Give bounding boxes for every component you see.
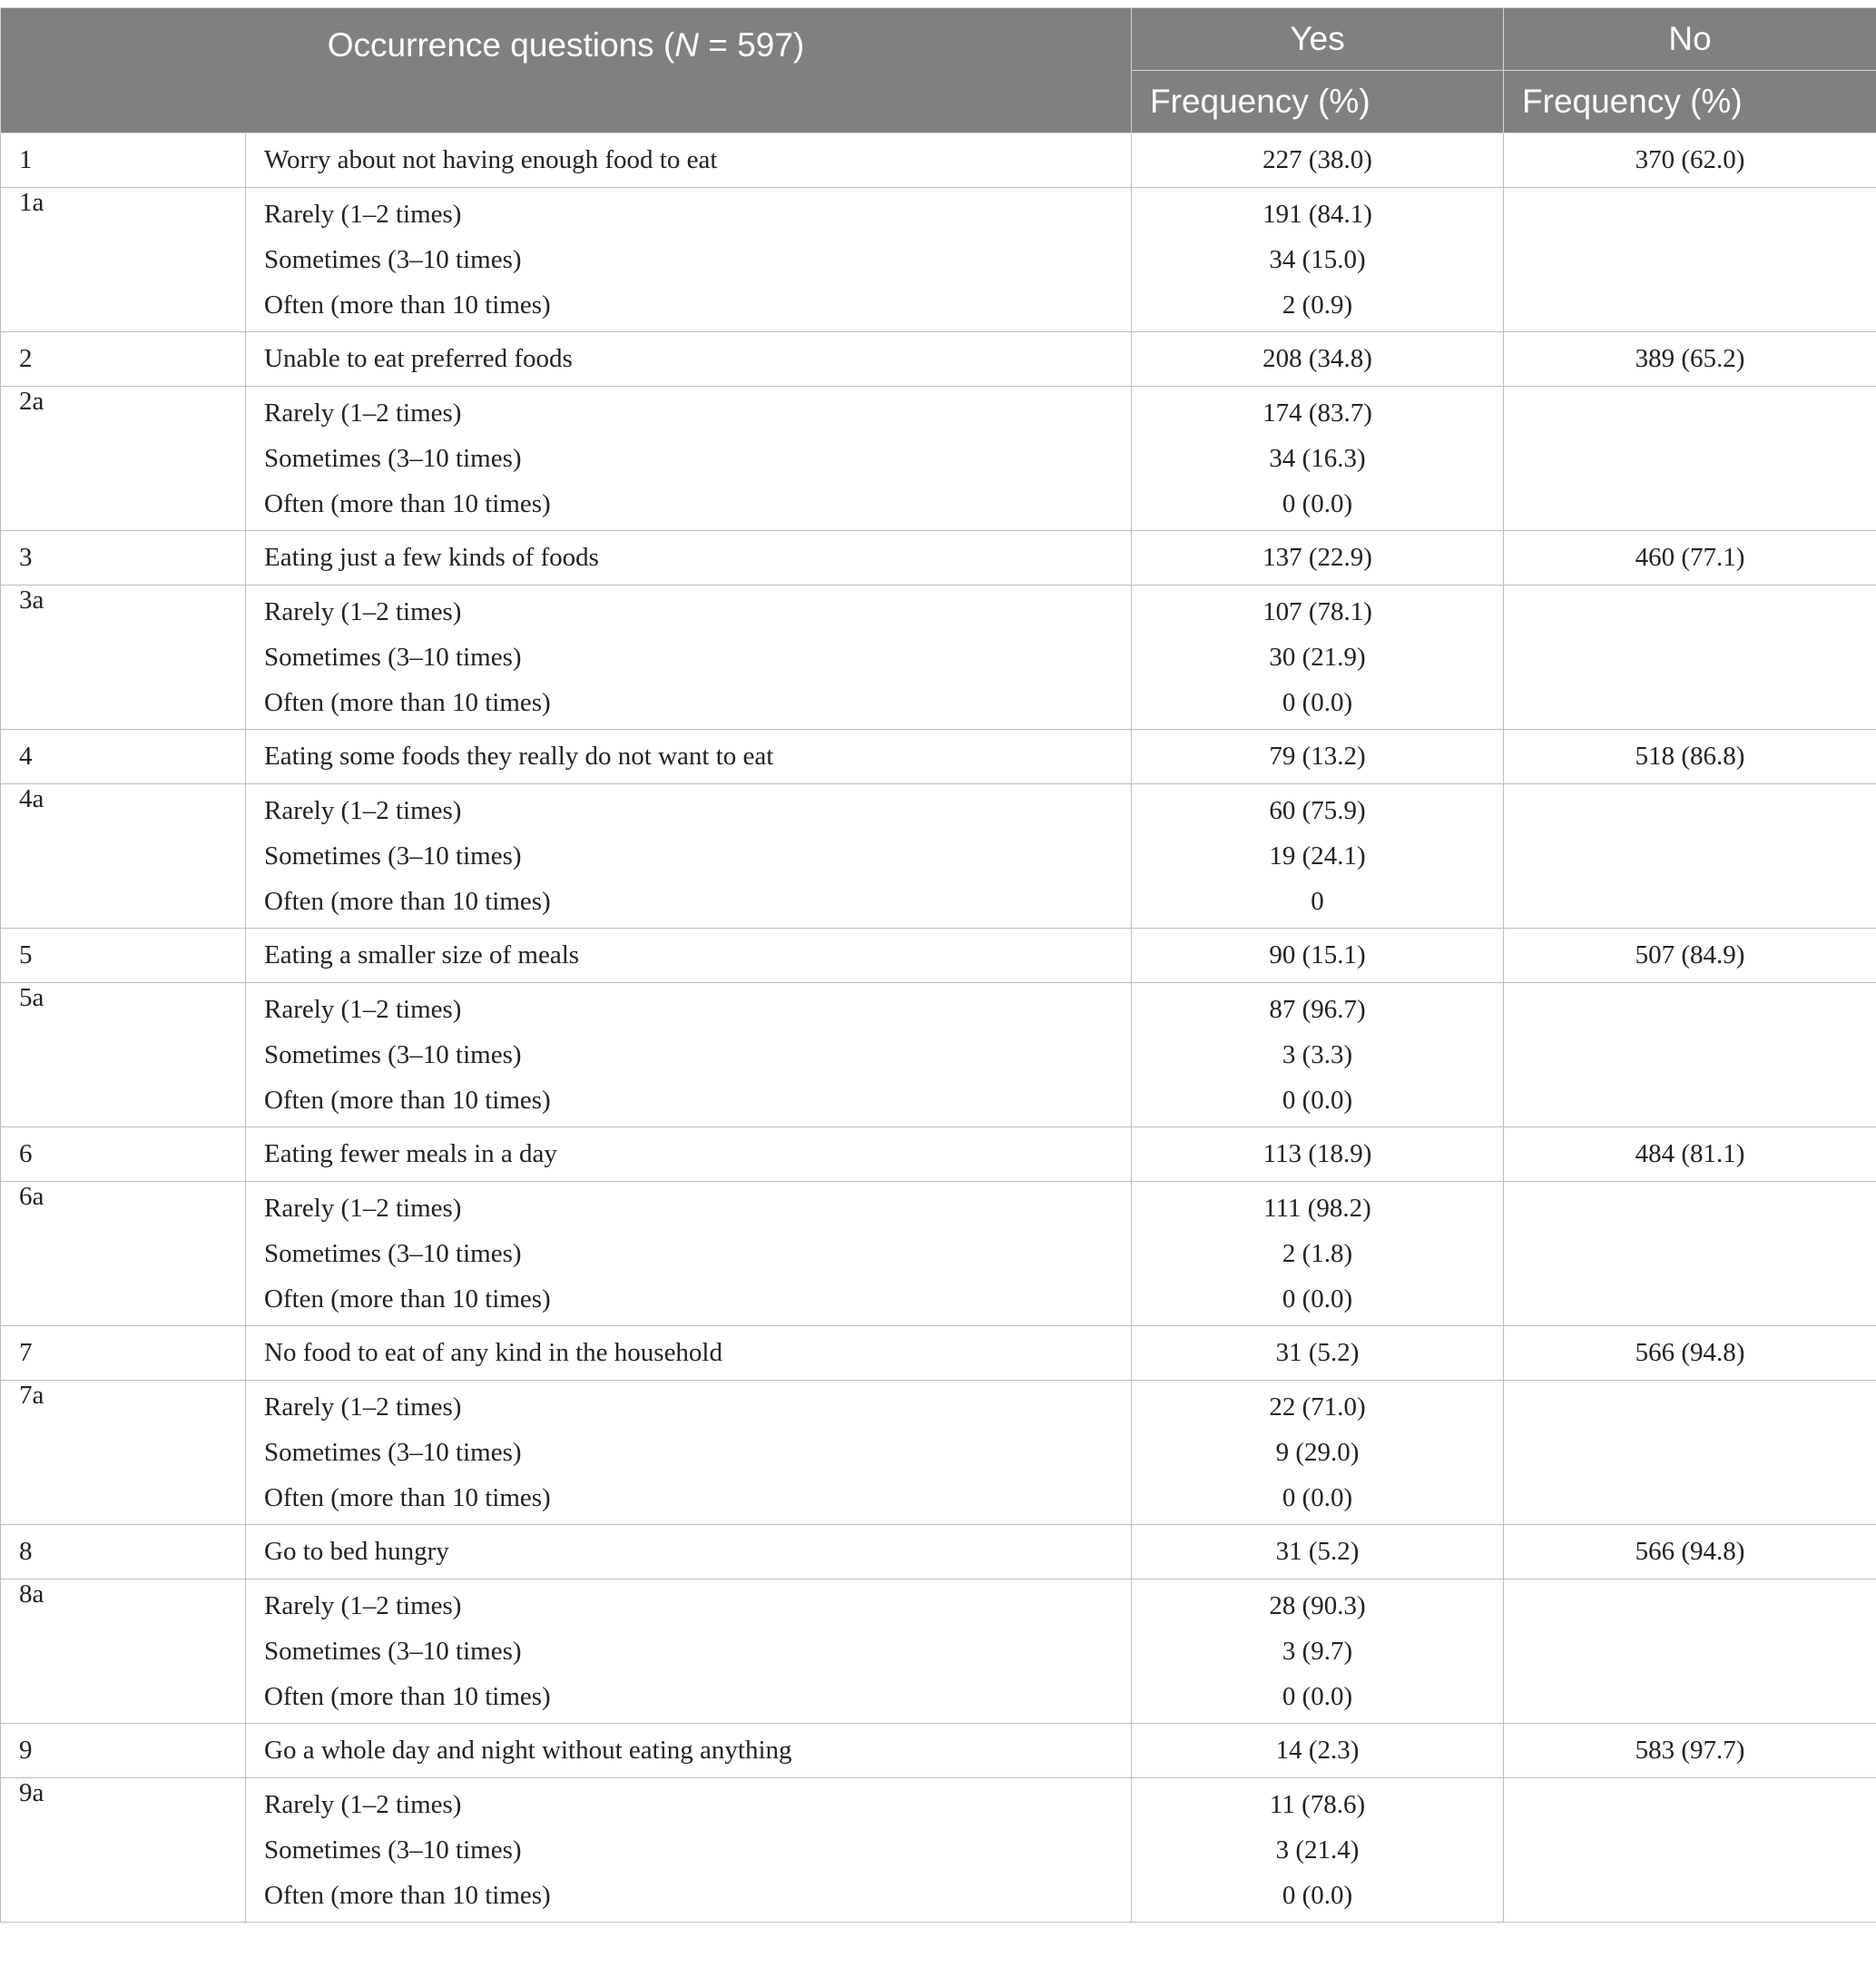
frequency-label: Rarely (1–2 times) bbox=[264, 399, 462, 428]
frequency-label: Often (more than 10 times) bbox=[264, 1284, 551, 1314]
no-column-header: No bbox=[1504, 8, 1876, 71]
frequency-values bbox=[1132, 784, 1504, 929]
subquestion-number: 3a bbox=[1, 585, 246, 730]
frequency-value: 19 (24.1) bbox=[1269, 841, 1366, 871]
table-row bbox=[1, 1326, 1876, 1381]
frequency-values bbox=[1132, 188, 1504, 332]
question-number: 9 bbox=[1, 1724, 246, 1778]
table-row bbox=[1, 1724, 1876, 1778]
title-suffix: = 597) bbox=[699, 26, 805, 64]
frequency-labels bbox=[246, 983, 1132, 1127]
yes-frequency: 14 (2.3) bbox=[1132, 1724, 1504, 1778]
subquestion-number: 9a bbox=[1, 1778, 246, 1923]
yes-column-header: Yes bbox=[1132, 8, 1504, 71]
no-frequency: 460 (77.1) bbox=[1504, 531, 1876, 585]
table-row bbox=[1, 929, 1876, 983]
frequency-label: Rarely (1–2 times) bbox=[264, 796, 462, 825]
frequency-values bbox=[1132, 585, 1504, 730]
question-text: No food to eat of any kind in the household bbox=[246, 1326, 1132, 1381]
table-row bbox=[1, 188, 1876, 332]
frequency-label: Sometimes (3–10 times) bbox=[264, 1835, 522, 1865]
frequency-value: 9 (29.0) bbox=[1275, 1438, 1360, 1467]
question-number: 8 bbox=[1, 1525, 246, 1579]
frequency-label: Sometimes (3–10 times) bbox=[264, 444, 522, 473]
frequency-labels bbox=[246, 1182, 1132, 1326]
occurrence-frequency-table bbox=[0, 7, 1876, 1923]
frequency-label: Sometimes (3–10 times) bbox=[264, 245, 522, 274]
frequency-labels bbox=[246, 1381, 1132, 1525]
frequency-label: Rarely (1–2 times) bbox=[264, 1392, 462, 1422]
frequency-label: Sometimes (3–10 times) bbox=[264, 1239, 522, 1268]
yes-frequency: 137 (22.9) bbox=[1132, 531, 1504, 585]
empty-no-cell bbox=[1504, 983, 1876, 1127]
table-row bbox=[1, 1525, 1876, 1579]
frequency-label: Sometimes (3–10 times) bbox=[264, 841, 522, 871]
frequency-label: Rarely (1–2 times) bbox=[264, 1790, 462, 1819]
frequency-label: Often (more than 10 times) bbox=[264, 1682, 551, 1711]
question-number: 3 bbox=[1, 531, 246, 585]
frequency-label: Often (more than 10 times) bbox=[264, 1483, 551, 1512]
no-frequency: 389 (65.2) bbox=[1504, 332, 1876, 387]
frequency-label: Often (more than 10 times) bbox=[264, 290, 551, 320]
frequency-labels bbox=[246, 784, 1132, 929]
frequency-label: Rarely (1–2 times) bbox=[264, 1591, 462, 1620]
no-frequency: 518 (86.8) bbox=[1504, 730, 1876, 784]
frequency-values bbox=[1132, 1778, 1504, 1923]
empty-no-cell bbox=[1504, 1381, 1876, 1525]
no-frequency: 566 (94.8) bbox=[1504, 1326, 1876, 1381]
table-row bbox=[1, 1182, 1876, 1326]
frequency-values bbox=[1132, 1579, 1504, 1724]
frequency-value: 0 (0.0) bbox=[1282, 1284, 1353, 1314]
frequency-label: Rarely (1–2 times) bbox=[264, 200, 462, 229]
subquestion-number: 6a bbox=[1, 1182, 246, 1326]
question-text: Eating some foods they really do not want to eat bbox=[246, 730, 1132, 784]
frequency-value: 111 (98.2) bbox=[1263, 1194, 1371, 1223]
no-frequency: 566 (94.8) bbox=[1504, 1525, 1876, 1579]
table-row bbox=[1, 1579, 1876, 1724]
no-frequency: 583 (97.7) bbox=[1504, 1724, 1876, 1778]
no-frequency-subheader: Frequency (%) bbox=[1504, 71, 1876, 133]
frequency-label: Often (more than 10 times) bbox=[264, 1086, 551, 1115]
frequency-labels bbox=[246, 1579, 1132, 1724]
frequency-labels bbox=[246, 1778, 1132, 1923]
table-title-header bbox=[1, 8, 1132, 133]
question-text: Worry about not having enough food to eat bbox=[246, 133, 1132, 188]
frequency-label: Often (more than 10 times) bbox=[264, 887, 551, 916]
frequency-label: Rarely (1–2 times) bbox=[264, 597, 462, 626]
question-text: Go to bed hungry bbox=[246, 1525, 1132, 1579]
frequency-value: 3 (9.7) bbox=[1282, 1637, 1353, 1666]
table-row bbox=[1, 332, 1876, 387]
table-row bbox=[1, 1127, 1876, 1182]
frequency-value: 3 (21.4) bbox=[1275, 1835, 1360, 1865]
yes-frequency-subheader: Frequency (%) bbox=[1132, 71, 1504, 133]
title-n: N bbox=[674, 26, 700, 64]
frequency-value: 0 (0.0) bbox=[1282, 1483, 1353, 1512]
no-frequency: 507 (84.9) bbox=[1504, 929, 1876, 983]
frequency-value: 34 (16.3) bbox=[1269, 444, 1366, 473]
frequency-values bbox=[1132, 1381, 1504, 1525]
frequency-label: Often (more than 10 times) bbox=[264, 1881, 551, 1910]
frequency-label: Often (more than 10 times) bbox=[264, 688, 551, 717]
table-row bbox=[1, 983, 1876, 1127]
table-body bbox=[1, 133, 1876, 1923]
frequency-labels bbox=[246, 387, 1132, 531]
yes-frequency: 208 (34.8) bbox=[1132, 332, 1504, 387]
frequency-value: 107 (78.1) bbox=[1262, 597, 1372, 626]
empty-no-cell bbox=[1504, 1579, 1876, 1724]
question-number: 1 bbox=[1, 133, 246, 188]
table-row bbox=[1, 531, 1876, 585]
table-row bbox=[1, 784, 1876, 929]
frequency-value: 2 (0.9) bbox=[1282, 290, 1353, 320]
empty-no-cell bbox=[1504, 1778, 1876, 1923]
table-row bbox=[1, 585, 1876, 730]
table-row bbox=[1, 1381, 1876, 1525]
frequency-label: Sometimes (3–10 times) bbox=[264, 643, 522, 672]
frequency-value: 28 (90.3) bbox=[1269, 1591, 1366, 1620]
empty-no-cell bbox=[1504, 387, 1876, 531]
empty-no-cell bbox=[1504, 188, 1876, 332]
question-number: 2 bbox=[1, 332, 246, 387]
subquestion-number: 7a bbox=[1, 1381, 246, 1525]
table-row bbox=[1, 133, 1876, 188]
frequency-label: Sometimes (3–10 times) bbox=[264, 1040, 522, 1069]
table-header bbox=[1, 8, 1876, 133]
frequency-labels bbox=[246, 585, 1132, 730]
empty-no-cell bbox=[1504, 784, 1876, 929]
frequency-value: 191 (84.1) bbox=[1262, 200, 1372, 229]
frequency-value: 174 (83.7) bbox=[1262, 399, 1372, 428]
table-row bbox=[1, 1778, 1876, 1923]
question-text: Eating just a few kinds of foods bbox=[246, 531, 1132, 585]
yes-frequency: 90 (15.1) bbox=[1132, 929, 1504, 983]
yes-frequency: 227 (38.0) bbox=[1132, 133, 1504, 188]
yes-frequency: 31 (5.2) bbox=[1132, 1326, 1504, 1381]
frequency-label: Often (more than 10 times) bbox=[264, 489, 551, 518]
subquestion-number: 8a bbox=[1, 1579, 246, 1724]
frequency-label: Rarely (1–2 times) bbox=[264, 1194, 462, 1223]
subquestion-number: 4a bbox=[1, 784, 246, 929]
subquestion-number: 1a bbox=[1, 188, 246, 332]
frequency-labels bbox=[246, 188, 1132, 332]
frequency-value: 0 (0.0) bbox=[1282, 1881, 1353, 1910]
frequency-value: 34 (15.0) bbox=[1269, 245, 1366, 274]
empty-no-cell bbox=[1504, 1182, 1876, 1326]
question-number: 6 bbox=[1, 1127, 246, 1182]
frequency-values bbox=[1132, 387, 1504, 531]
question-text: Eating fewer meals in a day bbox=[246, 1127, 1132, 1182]
question-number: 7 bbox=[1, 1326, 246, 1381]
no-frequency: 370 (62.0) bbox=[1504, 133, 1876, 188]
yes-frequency: 31 (5.2) bbox=[1132, 1525, 1504, 1579]
frequency-label: Sometimes (3–10 times) bbox=[264, 1637, 522, 1666]
subquestion-number: 2a bbox=[1, 387, 246, 531]
frequency-value: 3 (3.3) bbox=[1282, 1040, 1353, 1069]
frequency-label: Sometimes (3–10 times) bbox=[264, 1438, 522, 1467]
frequency-value: 60 (75.9) bbox=[1269, 796, 1366, 825]
empty-no-cell bbox=[1504, 585, 1876, 730]
frequency-value: 11 (78.6) bbox=[1269, 1790, 1366, 1819]
frequency-value: 0 (0.0) bbox=[1282, 489, 1353, 518]
yes-frequency: 79 (13.2) bbox=[1132, 730, 1504, 784]
frequency-label: Rarely (1–2 times) bbox=[264, 995, 462, 1024]
frequency-value: 87 (96.7) bbox=[1269, 995, 1366, 1024]
frequency-value: 0 (0.0) bbox=[1282, 688, 1353, 717]
frequency-value: 0 bbox=[1311, 887, 1324, 916]
frequency-value: 0 (0.0) bbox=[1282, 1086, 1353, 1115]
frequency-value: 0 (0.0) bbox=[1282, 1682, 1353, 1711]
frequency-value: 2 (1.8) bbox=[1282, 1239, 1353, 1268]
question-text: Unable to eat preferred foods bbox=[246, 332, 1132, 387]
table-row bbox=[1, 730, 1876, 784]
question-number: 5 bbox=[1, 929, 246, 983]
frequency-values bbox=[1132, 1182, 1504, 1326]
frequency-value: 30 (21.9) bbox=[1269, 643, 1366, 672]
question-number: 4 bbox=[1, 730, 246, 784]
yes-frequency: 113 (18.9) bbox=[1132, 1127, 1504, 1182]
question-text: Go a whole day and night without eating anything bbox=[246, 1724, 1132, 1778]
no-frequency: 484 (81.1) bbox=[1504, 1127, 1876, 1182]
subquestion-number: 5a bbox=[1, 983, 246, 1127]
frequency-value: 22 (71.0) bbox=[1269, 1392, 1366, 1422]
question-text: Eating a smaller size of meals bbox=[246, 929, 1132, 983]
title-prefix: Occurrence questions ( bbox=[327, 26, 675, 64]
frequency-values bbox=[1132, 983, 1504, 1127]
table-row bbox=[1, 387, 1876, 531]
